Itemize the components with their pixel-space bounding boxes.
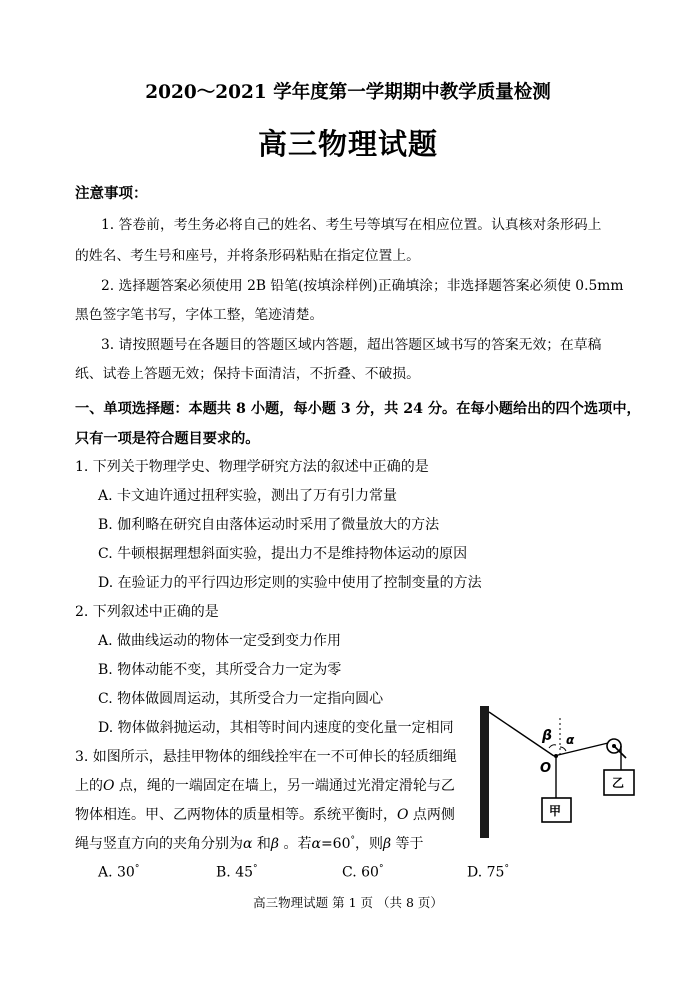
exam-title: 2020～2021 学年度第一学期期中教学质量检测 <box>145 82 551 103</box>
page-footer: 高三物理试题 第 1 页 （共 8 页） <box>253 895 443 910</box>
label-yi: 乙 <box>612 776 625 790</box>
page-title: 高三物理试题 <box>257 127 438 161</box>
question-3-option-b: B. 45° <box>216 864 258 881</box>
question-3-option-a: A. 30° <box>98 864 140 881</box>
question-2-option-a: A. 做曲线运动的物体一定受到变力作用 <box>98 633 342 649</box>
point-o-symbol: O <box>103 778 115 794</box>
wall <box>480 706 489 838</box>
alpha-arc <box>560 747 566 751</box>
question-3-option-c: C. 60° <box>342 864 384 881</box>
beta-symbol: β <box>270 836 280 852</box>
notice-item-3-line-2: 纸、试卷上答题无效；保持卡面清洁，不折叠、不破损。 <box>75 366 420 382</box>
question-3-line-1: 3. 如图所示，悬挂甲物体的细线拴牢在一不可伸长的轻质细绳 <box>75 749 457 765</box>
question-2-stem: 2. 下列叙述中正确的是 <box>75 604 219 620</box>
section-1-heading: 一、单项选择题：本题共 8 小题，每小题 3 分，共 24 分。在每小题给出的四个选项中， <box>75 401 641 417</box>
label-jia: 甲 <box>549 804 562 818</box>
alpha-symbol: α <box>243 836 253 852</box>
question-1-stem: 1. 下列关于物理学史、物理学研究方法的叙述中正确的是 <box>75 459 429 475</box>
question-1-option-c: C. 牛顿根据理想斜面实验，提出力不是维持物体运动的原因 <box>98 546 468 562</box>
rope-right <box>554 743 608 756</box>
question-1-option-b: B. 伽利略在研究自由落体运动时采用了微量放大的方法 <box>98 517 440 533</box>
pulley-diagram <box>468 700 638 840</box>
notice-item-1-line-1: 1. 答卷前，考生务必将自己的姓名、考生号等填写在相应位置。认真核对条形码上 <box>101 217 602 233</box>
question-1-option-d: D. 在验证力的平行四边形定则的实验中使用了控制变量的方法 <box>98 575 482 591</box>
notice-item-2-line-2: 黑色签字笔书写，字体工整，笔迹清楚。 <box>75 307 324 323</box>
question-2-option-d: D. 物体做斜抛运动，其相等时间内速度的变化量一定相同 <box>98 720 454 736</box>
notice-item-2-line-1: 2. 选择题答案必须使用 2B 铅笔(按填涂样例)正确填涂；非选择题答案必须使 0.5mm <box>101 278 624 294</box>
question-3-line-4: 绳与竖直方向的夹角分别为α 和β 。若α=60°，则β 等于 <box>75 835 424 852</box>
question-2-option-b: B. 物体动能不变，其所受合力一定为零 <box>98 662 342 678</box>
notice-heading: 注意事项： <box>75 185 148 202</box>
question-3-line-3: 物体相连。甲、乙两物体的质量相等。系统平衡时，O 点两侧 <box>75 807 455 823</box>
label-beta: β <box>542 728 553 744</box>
notice-item-3-line-1: 3. 请按照题号在各题目的答题区域内答题，超出答题区域书写的答案无效；在草稿 <box>101 337 602 353</box>
question-3-option-d: D. 75° <box>467 864 509 881</box>
section-1-heading-line-2: 只有一项是符合题目要求的。 <box>75 431 260 447</box>
question-3-line-2: 上的O 点，绳的一端固定在墙上，另一端通过光滑定滑轮与乙 <box>75 778 455 794</box>
label-alpha: α <box>566 733 575 747</box>
question-2-option-c: C. 物体做圆周运动，其所受合力一定指向圆心 <box>98 691 384 707</box>
question-1-option-a: A. 卡文迪许通过扭秤实验，测出了万有引力常量 <box>98 488 398 504</box>
notice-item-1-line-2: 的姓名、考生号和座号，并将条形码粘贴在指定位置上。 <box>75 248 420 264</box>
label-o: O <box>540 761 552 776</box>
beta-arc <box>549 745 556 748</box>
